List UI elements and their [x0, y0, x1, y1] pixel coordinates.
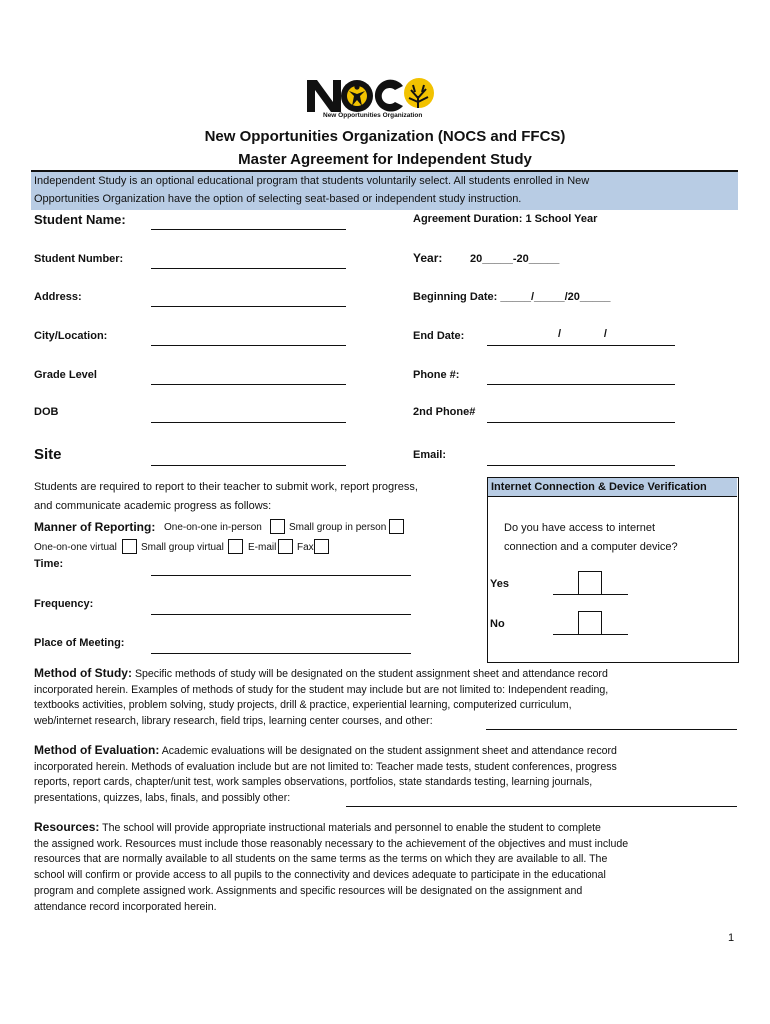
address-field[interactable] [151, 306, 346, 307]
method-eval-line-2: incorporated herein. Methods of evaluation include but are not limited to: Teacher made tests, student conferences, progress [34, 760, 617, 773]
method-eval-line-1: Academic evaluations will be designated on the student assignment sheet and attendance record [161, 745, 617, 757]
internet-question-1: Do you have access to internet [504, 522, 656, 534]
opt-small-group-virtual-label: Small group virtual [141, 542, 224, 553]
student-number-field[interactable] [151, 268, 346, 269]
site-label: Site [34, 446, 62, 463]
method-study-line-1: Specific methods of study will be designated on the student assignment sheet and attendance record [134, 668, 608, 680]
phone2-field[interactable] [487, 422, 675, 423]
resources-heading: Resources: [34, 820, 100, 834]
frequency-label: Frequency: [34, 598, 94, 610]
opt-email-label: E-mail [248, 542, 277, 553]
method-eval-line-3: reports, report cards, chapter/unit test, work samples observations, portfolios, state standards testing, learning journals, [34, 776, 593, 789]
place-label: Place of Meeting: [34, 637, 125, 649]
resources-section [34, 820, 734, 915]
opt-one-on-one-person-label: One-on-one in-person [164, 522, 262, 533]
page-number: 1 [728, 932, 735, 944]
beginning-date-field[interactable]: Beginning Date: _____/_____/20_____ [413, 291, 611, 303]
method-eval-other-field[interactable] [346, 806, 737, 807]
resources-line-3: resources that are normally available to all students on the same terms as the terms on which they are available to all. The [34, 853, 608, 866]
small-group-person-checkbox[interactable] [389, 519, 404, 534]
page-subtitle: Master Agreement for Independent Study [238, 151, 532, 168]
resources-line-5: program and complete assigned work. Assignments and specific resources will be designated on the assignment and [34, 884, 583, 897]
method-eval-line-4: presentations, quizzes, labs, finals, and possibly other: [34, 792, 291, 805]
email-label: Email: [413, 449, 447, 461]
student-name-field[interactable] [151, 229, 346, 230]
end-date-field[interactable] [487, 345, 675, 346]
yes-underline [553, 594, 628, 595]
resources-line-1: The school will provide appropriate instructional materials and personnel to enable the student to complete [102, 822, 601, 834]
method-study-line-3: textbooks activities, problem solving, study projects, drill & practice, experiential learning, computerized curriculum, [34, 699, 572, 712]
internet-question-2: connection and a computer device? [504, 541, 678, 553]
no-underline [553, 634, 628, 635]
duration-label: Agreement Duration: 1 School Year [413, 213, 598, 225]
intro-line-2: Opportunities Organization have the option of selecting seat-based or independent study instruction. [34, 193, 522, 205]
opt-small-group-person-label: Small group in person [289, 522, 387, 533]
method-study-line-4: web/internet research, library research, field trips, learning center courses, and other: [34, 715, 433, 728]
time-field[interactable] [151, 575, 411, 576]
email-checkbox[interactable] [278, 539, 293, 554]
place-field[interactable] [151, 653, 411, 654]
page-title: New Opportunities Organization (NOCS and FFCS) [204, 128, 566, 145]
intro-line-1: Independent Study is an optional educational program that students voluntarily select. All students enrolled in New [34, 175, 590, 187]
phone2-label: 2nd Phone# [413, 406, 476, 418]
resources-line-2: the assigned work. Resources must include those reasonably necessary to the achievement of the objectives and must include [34, 837, 629, 850]
no-label: No [490, 618, 505, 630]
student-number-label: Student Number: [34, 253, 124, 265]
grade-label: Grade Level [34, 369, 97, 381]
reporting-intro-2: and communicate academic progress as follows: [34, 500, 272, 512]
grade-field[interactable] [151, 384, 346, 385]
dob-label: DOB [34, 406, 59, 418]
no-checkbox[interactable] [578, 611, 602, 635]
resources-line-4: school will confirm or provide access to all pupils to the connectivity and devices adequate to participate in the educational [34, 869, 606, 882]
fax-checkbox[interactable] [314, 539, 329, 554]
yes-label: Yes [490, 578, 509, 590]
logo-tagline: New Opportunities Organization [323, 112, 423, 119]
phone-field[interactable] [487, 384, 675, 385]
resources-line-6: attendance record incorporated herein. [34, 900, 217, 913]
address-label: Address: [34, 291, 82, 303]
one-on-one-virtual-checkbox[interactable] [122, 539, 137, 554]
method-of-study-section [34, 666, 734, 730]
method-study-other-field[interactable] [486, 729, 737, 730]
frequency-field[interactable] [151, 614, 411, 615]
end-date-slashes: / / [558, 328, 607, 340]
time-label: Time: [34, 558, 64, 570]
reporting-intro-1: Students are required to report to their teacher to submit work, report progress, [34, 481, 418, 493]
yes-checkbox[interactable] [578, 571, 602, 595]
opt-fax-label: Fax [297, 542, 314, 553]
end-date-label: End Date: [413, 330, 465, 342]
internet-verification-box [487, 477, 739, 663]
manner-label: Manner of Reporting: [34, 520, 156, 534]
internet-title: Internet Connection & Device Verification [491, 481, 707, 493]
small-group-virtual-checkbox[interactable] [228, 539, 243, 554]
method-study-line-2: incorporated herein. Examples of methods of study for the student may include but are not limited to: Independent reading, [34, 683, 609, 696]
student-name-label: Student Name: [34, 212, 126, 227]
method-eval-heading: Method of Evaluation: [34, 743, 160, 757]
opt-one-on-one-virtual-label: One-on-one virtual [34, 542, 117, 553]
site-field[interactable] [151, 465, 346, 466]
email-field[interactable] [487, 465, 675, 466]
year-field[interactable]: 20_____-20_____ [470, 253, 560, 265]
phone-label: Phone #: [413, 369, 460, 381]
city-label: City/Location: [34, 330, 108, 342]
nocs-logo [305, 76, 445, 122]
method-study-heading: Method of Study: [34, 666, 132, 680]
method-of-evaluation-section [34, 743, 734, 807]
dob-field[interactable] [151, 422, 346, 423]
city-field[interactable] [151, 345, 346, 346]
year-label: Year: [413, 251, 443, 265]
one-on-one-person-checkbox[interactable] [270, 519, 285, 534]
